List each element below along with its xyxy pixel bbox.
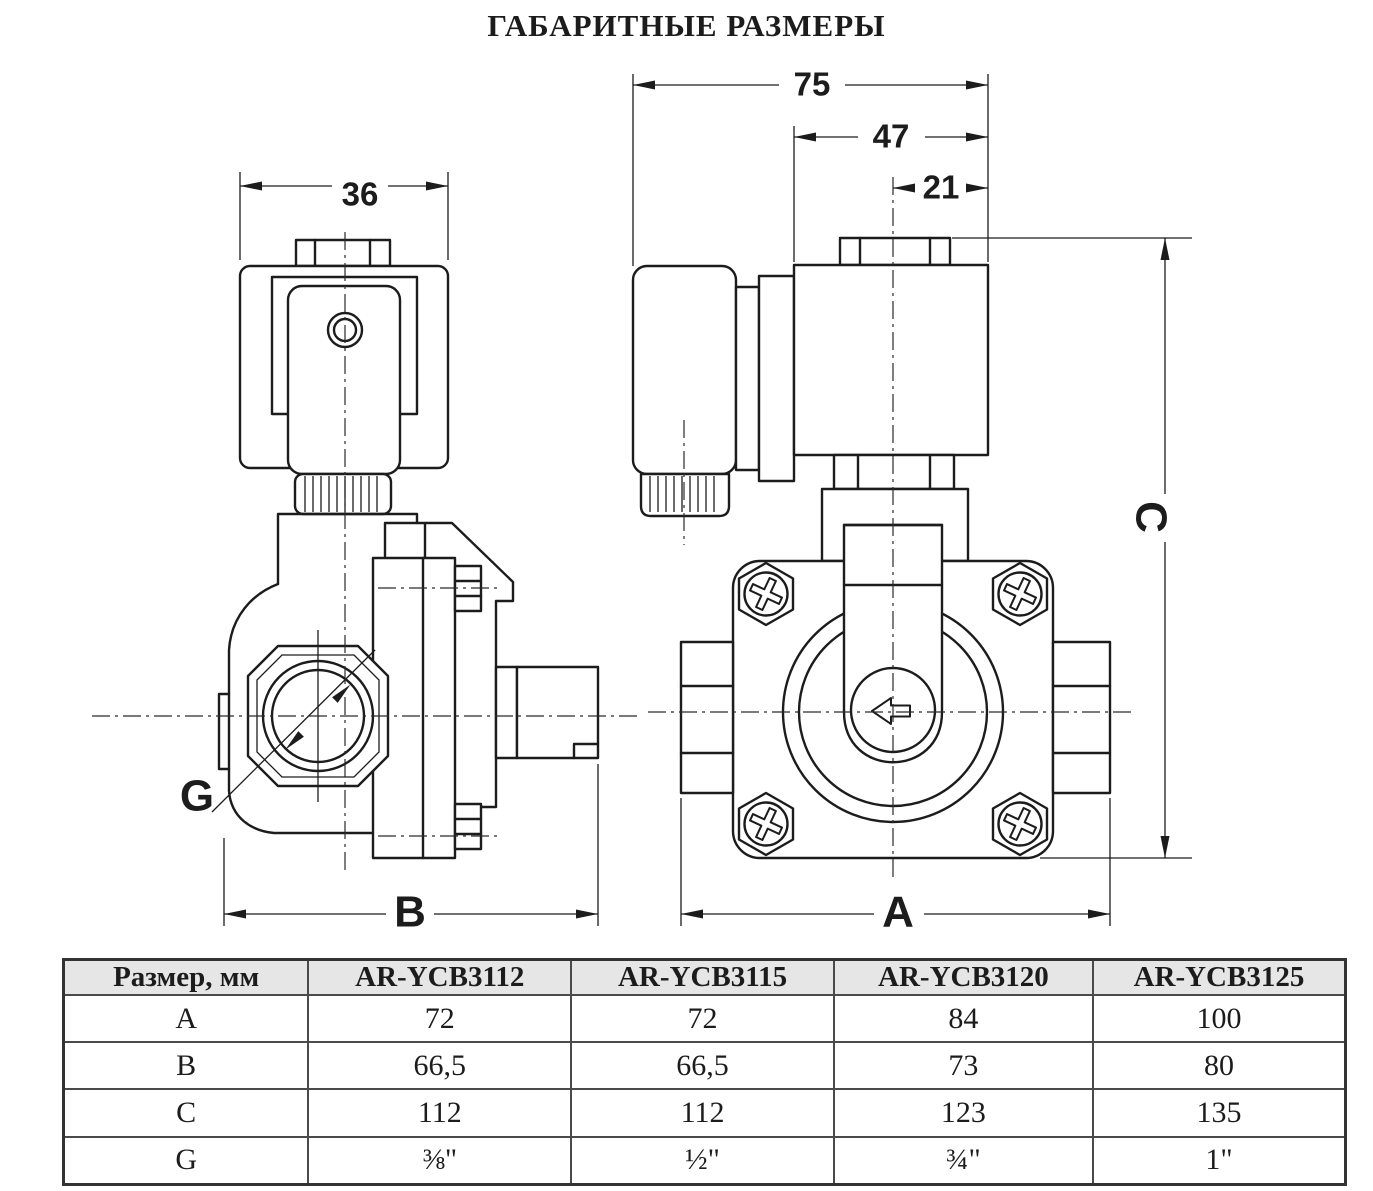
row-label: C [64, 1089, 309, 1136]
value-cell: 123 [834, 1089, 1093, 1136]
front-right-port [1053, 642, 1110, 793]
side-coil [240, 266, 448, 474]
dim-A-label: A [882, 887, 914, 937]
g-label: G [179, 771, 215, 821]
dim-C-label: C [1126, 501, 1176, 533]
table-header-row [64, 960, 1346, 996]
value-cell: 72 [571, 995, 834, 1042]
value-cell: 100 [1093, 995, 1346, 1042]
value-cell: 1" [1093, 1137, 1346, 1185]
value-cell: 66,5 [571, 1042, 834, 1089]
front-coil [794, 238, 988, 561]
row-label: A [64, 995, 309, 1042]
table-row [64, 1137, 1346, 1185]
front-left-port [681, 642, 733, 793]
value-cell: ½" [571, 1137, 834, 1185]
dimension-75 [633, 66, 988, 267]
row-label: G [64, 1137, 309, 1185]
dim-21-value: 21 [922, 168, 960, 206]
value-cell: 66,5 [308, 1042, 571, 1089]
value-cell: 112 [571, 1089, 834, 1136]
value-cell: 72 [308, 995, 571, 1042]
col-header-model-2: AR-YCB3115 [571, 960, 834, 996]
row-label: B [64, 1042, 309, 1089]
dim-47-value: 47 [872, 117, 910, 155]
value-cell: 73 [834, 1042, 1093, 1089]
side-cable-gland [296, 240, 390, 266]
side-view [92, 172, 640, 937]
table-row [64, 995, 1346, 1042]
side-outlet-pipe [496, 667, 598, 758]
front-view [633, 66, 1192, 937]
table-row [64, 1042, 1346, 1089]
col-header-model-4: AR-YCB3125 [1093, 960, 1346, 996]
table-row [64, 1089, 1346, 1136]
front-din-connector [633, 266, 794, 545]
side-left-port-stub [219, 694, 229, 769]
dimension-21 [893, 169, 988, 206]
value-cell: 80 [1093, 1042, 1346, 1089]
value-cell: 84 [834, 995, 1093, 1042]
value-cell: 112 [308, 1089, 571, 1136]
value-cell: ⅜" [308, 1137, 571, 1185]
side-knurled-nut [295, 474, 391, 514]
value-cell: 135 [1093, 1089, 1346, 1136]
col-header-model-1: AR-YCB3112 [308, 960, 571, 996]
dim-75-value: 75 [793, 65, 831, 103]
side-bolt-bottom [455, 804, 481, 849]
page-title: ГАБАРИТНЫЕ РАЗМЕРЫ [487, 8, 886, 43]
dim-B-label: B [394, 887, 426, 937]
col-header-size: Размер, мм [64, 960, 309, 996]
dimensions-table [62, 958, 1347, 1186]
col-header-model-3: AR-YCB3120 [834, 960, 1093, 996]
value-cell: ¾" [834, 1137, 1093, 1185]
front-cable-gland [641, 474, 729, 516]
dim-36-value: 36 [341, 175, 379, 213]
